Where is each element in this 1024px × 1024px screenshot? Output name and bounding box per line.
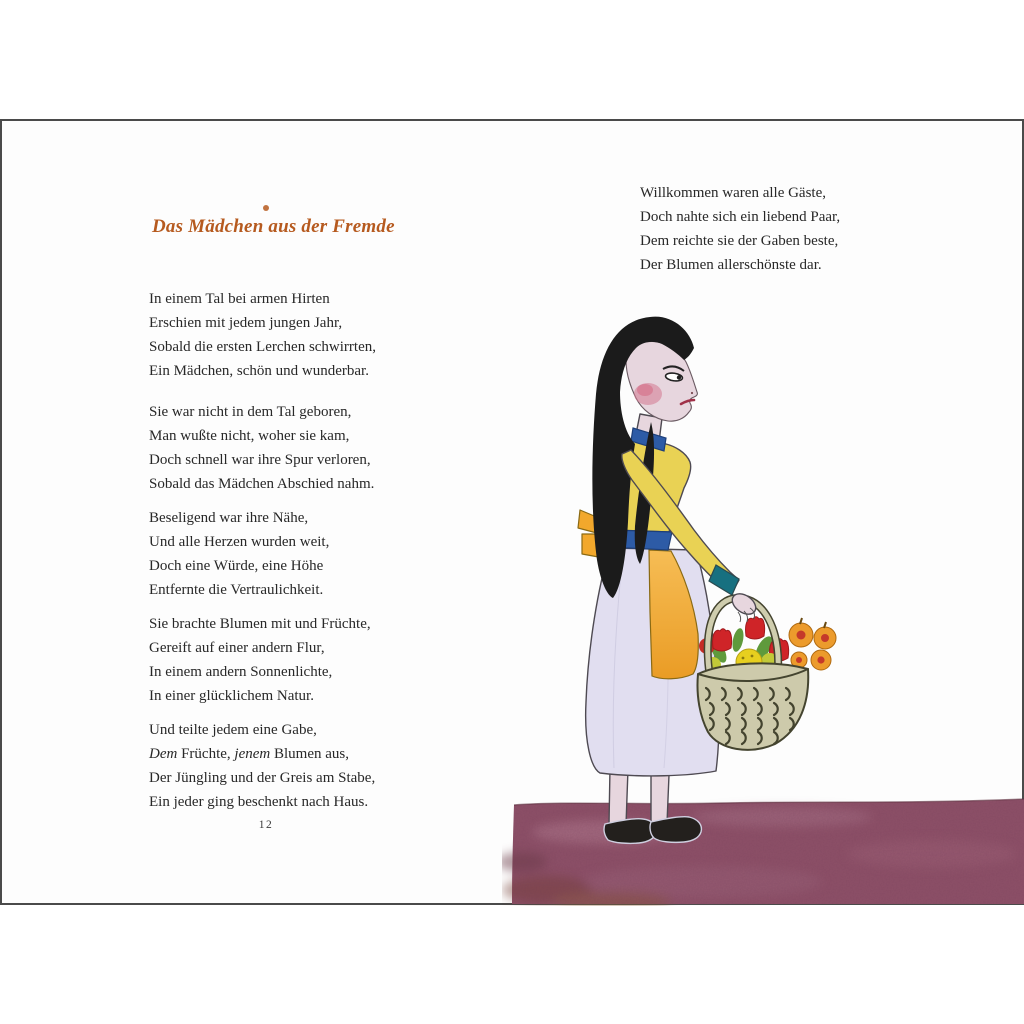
orange-fruits (789, 618, 836, 670)
poem-line: Ein Mädchen, schön und wunderbar. (149, 363, 369, 379)
poem-line: In einem andern Sonnenlichte, (149, 664, 333, 680)
poem-line: Doch nahte sich ein liebend Paar, (640, 209, 841, 225)
stanza-5 (149, 718, 375, 814)
poem-line: Sie brachte Blumen mit und Früchte, (149, 616, 371, 632)
poem-line: Und alle Herzen wurden weit, (149, 534, 330, 550)
poem-line: Sobald die ersten Lerchen schwirrten, (149, 339, 376, 355)
stanza-1 (149, 287, 376, 383)
poem-line: In einem Tal bei armen Hirten (149, 291, 330, 307)
poem-line: Ein jeder ging beschenkt nach Haus. (149, 794, 369, 810)
book-spread (0, 119, 1024, 905)
poem-line: Gereift auf einer andern Flur, (149, 640, 325, 656)
poem-line: Dem Früchte, jenem Blumen aus, (149, 746, 349, 762)
poem-line: In einer glücklichem Natur. (149, 688, 314, 704)
poem-line: Man wußte nicht, woher sie kam, (149, 428, 350, 444)
cuff (709, 565, 739, 595)
section-dot-icon (263, 205, 269, 211)
poem-title: Das Mädchen aus der Fremde (152, 216, 395, 237)
poem-line: Willkommen waren alle Gäste, (640, 185, 826, 201)
poem-line: Dem reichte sie der Gaben beste, (640, 233, 839, 249)
poem-line: Entfernte die Vertraulichkeit. (149, 582, 324, 598)
poem-line: Erschien mit jedem jungen Jahr, (149, 315, 343, 331)
poem-line: Der Blumen allerschönste dar. (640, 257, 822, 273)
stanza-4 (149, 612, 371, 708)
poem-line: Sie war nicht in dem Tal geboren, (149, 404, 352, 420)
girl-illustration (502, 302, 1024, 906)
stanza-3 (149, 506, 329, 602)
purple-ground (502, 799, 1024, 906)
nostril (691, 392, 693, 394)
poem-line: Sobald das Mädchen Abschied nahm. (149, 476, 375, 492)
stanza-2 (149, 400, 374, 496)
poem-line: Doch eine Würde, eine Höhe (149, 558, 324, 574)
cheek-blush (637, 384, 653, 396)
poem-line: Beseligend war ihre Nähe, (149, 510, 309, 526)
poem-line: Der Jüngling und der Greis am Stabe, (149, 770, 376, 786)
flower-basket (697, 598, 836, 750)
poem-line: Und teilte jedem eine Gabe, (149, 722, 317, 738)
poem-line: Doch schnell war ihre Spur verloren, (149, 452, 371, 468)
stanza-6 (640, 181, 840, 277)
page-number: 12 (258, 819, 274, 831)
